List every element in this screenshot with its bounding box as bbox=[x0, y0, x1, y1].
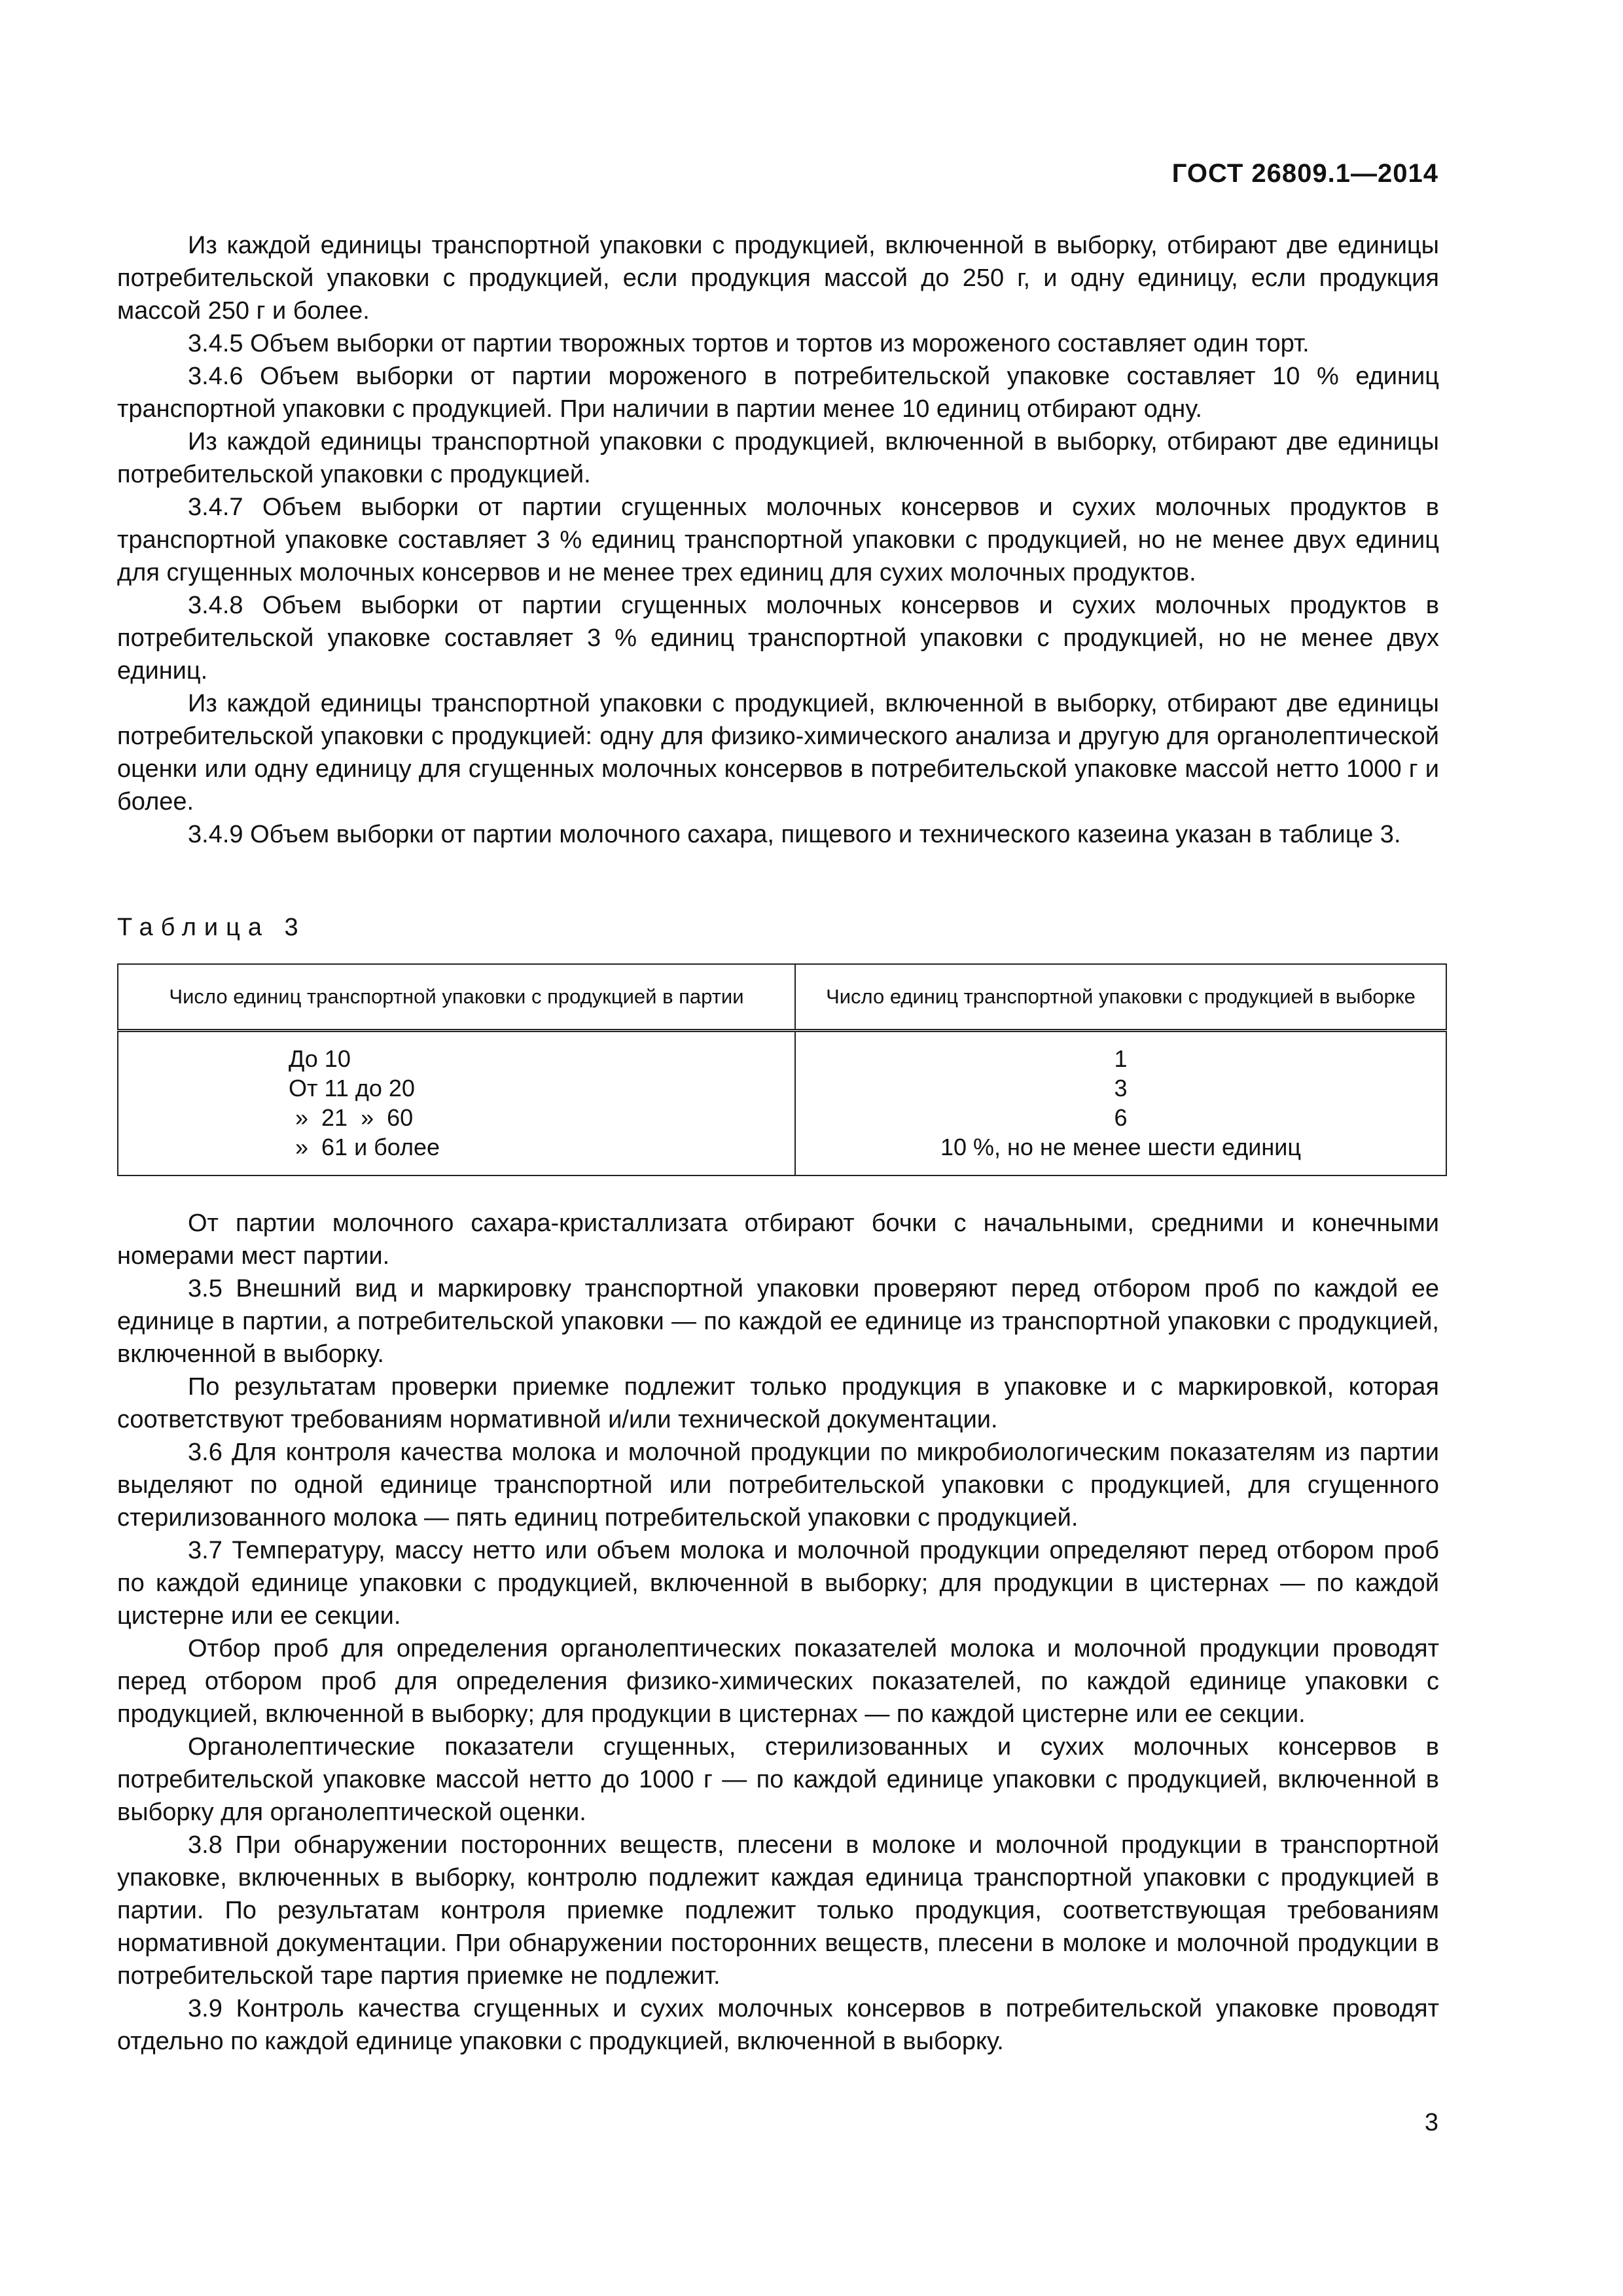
paragraph: Отбор проб для определения органолептических показателей молока и молочной продукции проводят перед отбором проб для определения физико-химических показателей, по каждой единице упаковки с продукцией, включенной в выборку; для продукции в цистернах — по каждой цистерне или ее секции. bbox=[117, 1635, 1439, 1728]
page-number: 3 bbox=[1424, 2109, 1438, 2136]
table-row bbox=[118, 1031, 1446, 1176]
body-text-top bbox=[117, 229, 1439, 851]
table-block bbox=[117, 911, 1439, 1176]
table-header-cell: Число единиц транспортной упаковки с продукцией в партии bbox=[118, 964, 795, 1031]
table-cell-sample-units bbox=[795, 1031, 1446, 1176]
table-cell-line: От 11 до 20 bbox=[289, 1075, 415, 1102]
table-cell-line: 3 bbox=[1114, 1075, 1128, 1102]
table-header-cell: Число единиц транспортной упаковки с продукцией в выборке bbox=[795, 964, 1446, 1031]
paragraph: 3.4.5 Объем выборки от партии творожных тортов и тортов из мороженого составляет один торт. bbox=[188, 330, 1310, 357]
paragraph: 3.6 Для контроля качества молока и молочной продукции по микробиологическим показателям из партии выделяют по одной единице транспортной или потребительской упаковки с продукцией, для сгущенного стерилизованного молока — пять единиц потребительской упаковки с продукцией. bbox=[117, 1439, 1439, 1532]
paragraph: 3.4.7 Объем выборки от партии сгущенных молочных консервов и сухих молочных продуктов в транспортной упаковке составляет 3 % единиц транспортной упаковки с продукцией, но не менее двух единиц для сгущенных молочных консервов и не менее трех единиц для сухих молочных продуктов. bbox=[117, 493, 1439, 586]
paragraph: Из каждой единицы транспортной упаковки с продукцией, включенной в выборку, отбирают две единицы потребительской упаковки с продукцией. bbox=[117, 428, 1439, 488]
table-cell-line: » 61 и более bbox=[289, 1134, 440, 1160]
paragraph: По результатам проверки приемке подлежит только продукция в упаковке и с маркировкой, которая соответствуют требованиям нормативной и/или технической документации. bbox=[117, 1373, 1439, 1433]
table-cell-line: 1 bbox=[1114, 1045, 1128, 1072]
paragraph: 3.5 Внешний вид и маркировку транспортной упаковки проверяют перед отбором проб по каждой ее единице в партии, а потребительской упаковки — по каждой ее единице из транспортной упаковки с продукцией, включенной в выборку. bbox=[117, 1275, 1439, 1368]
standard-header: ГОСТ 26809.1—2014 bbox=[1171, 159, 1438, 188]
table-cell-batch-units bbox=[118, 1031, 795, 1176]
table-cell-line: 10 %, но не менее шести единиц bbox=[940, 1134, 1302, 1160]
paragraph: 3.4.6 Объем выборки от партии мороженого в потребительской упаковке составляет 10 % единиц транспортной упаковки с продукцией. При наличии в партии менее 10 единиц отбирают одну. bbox=[117, 363, 1439, 423]
paragraph: 3.7 Температуру, массу нетто или объем молока и молочной продукции определяют перед отбором проб по каждой единице упаковки с продукцией, включенной в выборку; для продукции в цистернах — по каждой цистерне или ее секции. bbox=[117, 1537, 1439, 1630]
table-cell-line: » 21 » 60 bbox=[289, 1104, 414, 1131]
paragraph: От партии молочного сахара-кристаллизата отбирают бочки с начальными, средними и конечными номерами мест партии. bbox=[117, 1210, 1439, 1270]
table-cell-line: До 10 bbox=[289, 1045, 351, 1072]
paragraph: Органолептические показатели сгущенных, стерилизованных и сухих молочных консервов в потребительской упаковке массой нетто до 1000 г — по каждой единице упаковки с продукцией, включенной в выборку для органолептической оценки. bbox=[117, 1733, 1439, 1826]
body-text-bottom bbox=[117, 1207, 1439, 2058]
paragraph: 3.9 Контроль качества сгущенных и сухих молочных консервов в потребительской упаковке проводят отдельно по каждой единице упаковки с продукцией, включенной в выборку. bbox=[117, 1995, 1439, 2055]
table-cell-line: 6 bbox=[1114, 1104, 1128, 1131]
paragraph: Из каждой единицы транспортной упаковки с продукцией, включенной в выборку, отбирают две единицы потребительской упаковки с продукцией, если продукция массой до 250 г, и одну единицу, если продукция массой 250 г и более. bbox=[117, 232, 1439, 325]
paragraph: Из каждой единицы транспортной упаковки с продукцией, включенной в выборку, отбирают две единицы потребительской упаковки с продукцией: одну для физико-химического анализа и другую для органолептической оценки или одну единицу для сгущенных молочных консервов в потребительской упаковке массой нетто 1000 г и более. bbox=[117, 690, 1439, 816]
table-header-row bbox=[118, 964, 1446, 1031]
paragraph: 3.4.8 Объем выборки от партии сгущенных молочных консервов и сухих молочных продуктов в потребительской упаковке составляет 3 % единиц транспортной упаковки с продукцией, но не менее двух единиц. bbox=[117, 592, 1439, 685]
paragraph: 3.4.9 Объем выборки от партии молочного сахара, пищевого и технического казеина указан в таблице 3. bbox=[188, 821, 1401, 848]
table-caption: Таблица 3 bbox=[117, 914, 306, 941]
paragraph: 3.8 При обнаружении посторонних веществ, плесени в молоке и молочной продукции в транспортной упаковке, включенных в выборку, контролю подлежит каждая единица транспортной упаковки с продукцией в партии. По результатам контроля приемке подлежит только продукция, соответствующая требованиям нормативной документации. При обнаружении посторонних веществ, плесени в молоке и молочной продукции в потребительской таре партия приемке не подлежит. bbox=[117, 1831, 1439, 1990]
sample-size-table bbox=[117, 963, 1447, 1176]
